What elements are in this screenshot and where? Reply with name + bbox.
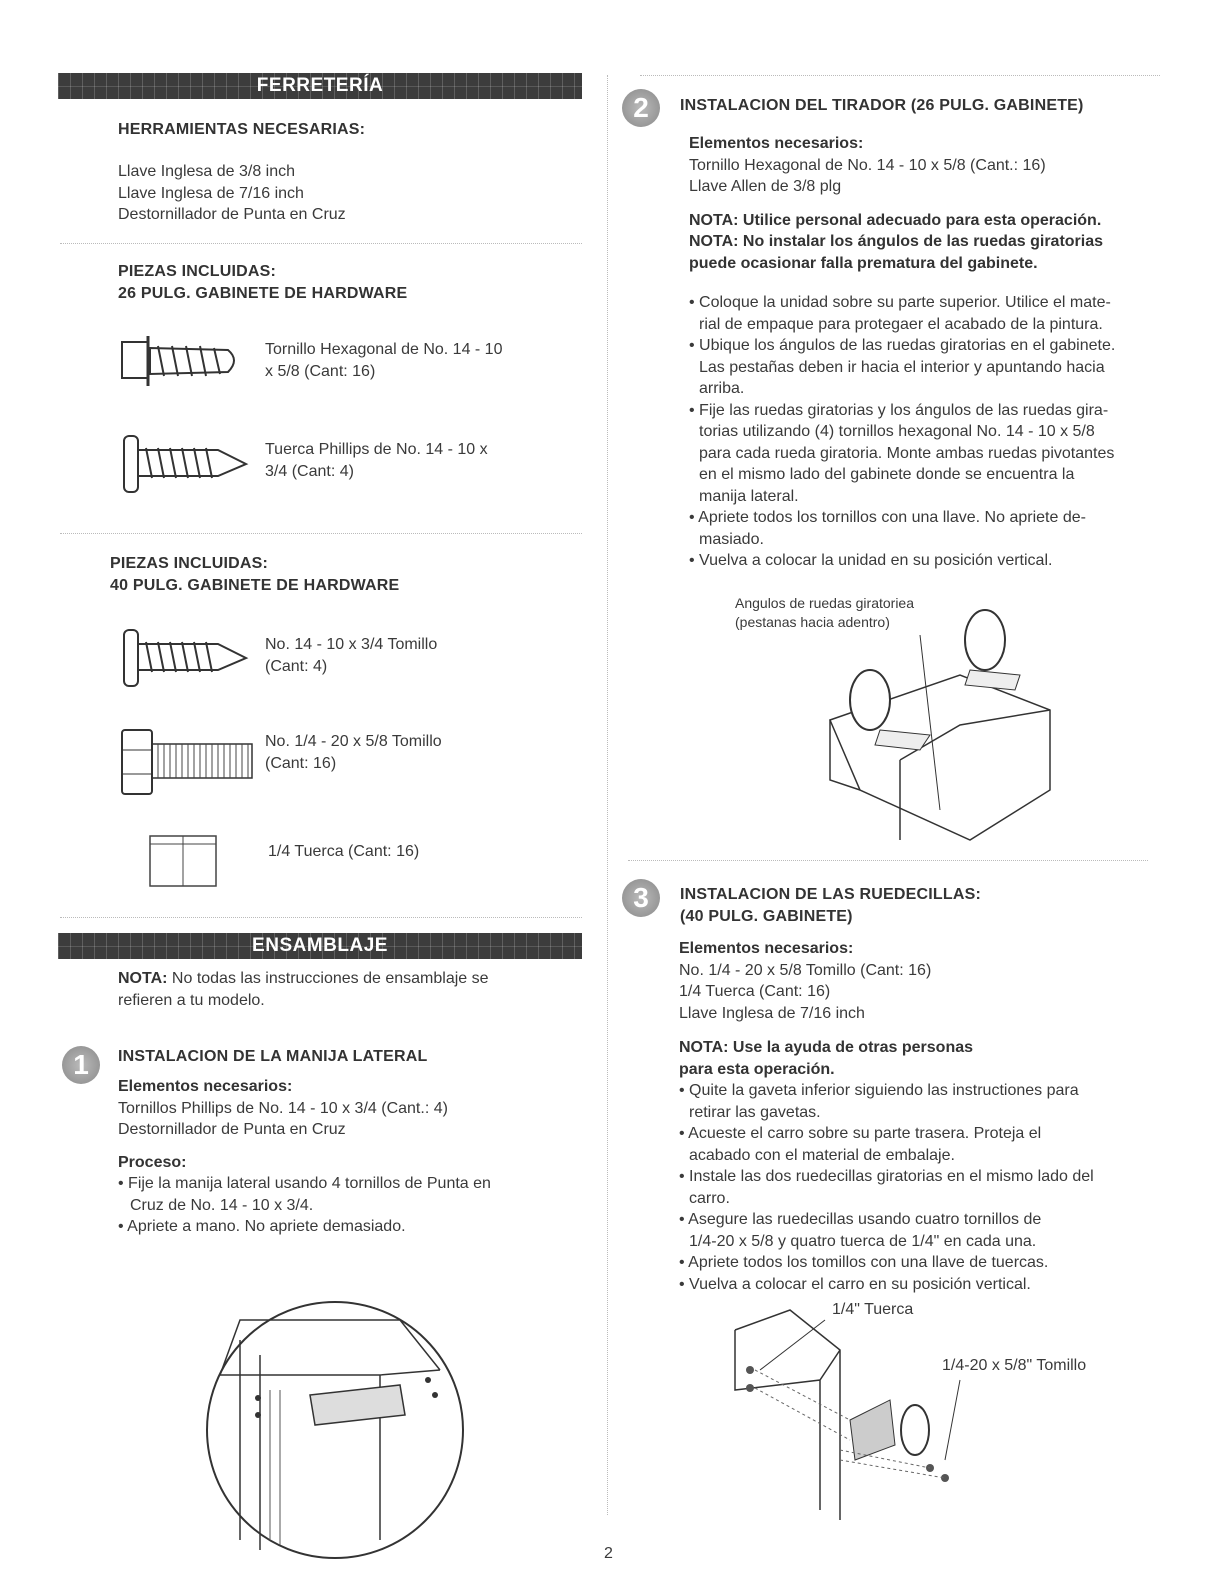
bullet: • Apriete a mano. No apriete demasiado.: [118, 1218, 406, 1235]
requirement-item: Llave Inglesa de 7/16 inch: [679, 1004, 865, 1022]
tool-item: Llave Inglesa de 7/16 inch: [118, 184, 304, 202]
requirements-label: Elementos necesarios:: [118, 1078, 293, 1095]
bullet: carro.: [689, 1189, 730, 1207]
note: NOTA: Utilice personal adecuado para esta operación.: [689, 211, 1102, 229]
step2-bullets: [689, 292, 1115, 572]
bullet: • Fije la manija lateral usando 4 tornillos de Punta en: [118, 1175, 491, 1192]
nut-icon: [148, 834, 218, 888]
requirement-item: Destornillador de Punta en Cruz: [118, 1121, 346, 1138]
heading-line: PIEZAS INCLUIDAS:: [118, 263, 277, 280]
text-line: No. 14 - 10 x 3/4 Tomillo: [265, 636, 438, 653]
note: NOTA: No instalar los ángulos de las ruedas giratorias: [689, 233, 1104, 250]
bullet: torias utilizando (4) tornillos hexagonal No. 14 - 10 x 5/8: [699, 423, 1095, 440]
title-line: (40 PULG. GABINETE): [680, 907, 853, 925]
requirement-item: Llave Allen de 3/8 plg: [689, 178, 842, 195]
side-handle-illustration: [200, 1280, 470, 1570]
hex-screw-icon: [118, 328, 248, 398]
text-line: (Cant: 4): [265, 657, 328, 675]
divider: [60, 243, 582, 244]
text-line: x 5/8 (Cant: 16): [265, 362, 376, 380]
text-line: Tuerca Phillips de No. 14 - 10 x: [265, 441, 488, 458]
caster-bracket-illustration: [820, 590, 1060, 850]
requirements-label: Elementos necesarios:: [679, 940, 854, 957]
page-number: 2: [604, 1545, 613, 1562]
text-line: 1/4 Tuerca (Cant: 16): [268, 843, 420, 860]
parts40-heading: [110, 553, 399, 596]
divider: [628, 860, 1148, 861]
bullet: acabado con el material de embalaje.: [689, 1146, 955, 1164]
part-desc: [265, 634, 437, 677]
note: NOTA: Use la ayuda de otras personas: [679, 1039, 974, 1056]
step1-title: INSTALACION DE LA MANIJA LATERAL: [118, 1048, 428, 1065]
divider: [60, 917, 582, 918]
divider: [60, 533, 582, 534]
callout-line: Angulos de ruedas giratoriea: [735, 595, 915, 611]
step-number-badge: 1: [62, 1046, 100, 1084]
section-header-assembly: ENSAMBLAJE: [58, 933, 582, 959]
bullet: arriba.: [699, 380, 745, 397]
step3-body: [679, 938, 1094, 1295]
step1-body: [118, 1076, 491, 1238]
nut-callout: 1/4" Tuerca: [832, 1301, 914, 1318]
requirement-item: 1/4 Tuerca (Cant: 16): [679, 983, 831, 1000]
column-divider: [607, 75, 608, 1515]
bullet: • Vuelva a colocar el carro en su posición vertical.: [679, 1275, 1031, 1293]
requirement-item: No. 1/4 - 20 x 5/8 Tomillo (Cant: 16): [679, 961, 932, 979]
part-desc: [265, 731, 442, 774]
parts26-heading: [118, 261, 407, 304]
bolt-callout: 1/4-20 x 5/8" Tomillo: [942, 1357, 1087, 1374]
step-number-badge: 2: [622, 89, 660, 127]
note: puede ocasionar falla prematura del gabinete.: [689, 254, 1038, 272]
note-text: refieren a tu modelo.: [118, 991, 265, 1009]
step3-title: [680, 884, 981, 927]
heading-line: 26 PULG. GABINETE DE HARDWARE: [118, 284, 408, 302]
bullet: • Coloque la unidad sobre su parte superior. Utilice el mate-: [689, 294, 1111, 311]
part-desc: [265, 439, 488, 482]
tools-heading: HERRAMIENTAS NECESARIAS:: [118, 121, 366, 138]
tools-list: [118, 161, 346, 226]
part-desc: [265, 339, 502, 382]
step-number-badge: 3: [622, 879, 660, 917]
note-text: No todas las instrucciones de ensamblaje se: [167, 970, 489, 987]
note: para esta operación.: [679, 1060, 835, 1078]
bullet: • Acueste el carro sobre su parte trasera. Proteja el: [679, 1125, 1042, 1142]
heading-line: PIEZAS INCLUIDAS:: [110, 555, 269, 572]
bullet: • Quite la gaveta inferior siguiendo las instructiones para: [679, 1082, 1079, 1099]
part-desc: [268, 841, 419, 863]
bullet: • Vuelva a colocar la unidad en su posición vertical.: [689, 552, 1053, 569]
bullet: para cada rueda giratoria. Monte ambas ruedas pivotantes: [699, 444, 1115, 462]
divider: [640, 75, 1160, 76]
title-line: INSTALACION DE LAS RUEDECILLAS:: [680, 886, 982, 903]
text-line: (Cant: 16): [265, 754, 337, 772]
bullet: rial de empaque para protegaer el acabado de la pintura.: [699, 315, 1103, 333]
section-header-hardware: FERRETERÍA: [58, 73, 582, 99]
step2-body: [689, 133, 1103, 274]
requirements-label: Elementos necesarios:: [689, 135, 864, 152]
phillips-screw-icon: [118, 428, 250, 498]
bullet: • Apriete todos los tornillos con una llave. No apriete de-: [689, 509, 1086, 526]
bullet: • Apriete todos los tomillos con una llave de tuercas.: [679, 1254, 1049, 1271]
bullet: retirar las gavetas.: [689, 1103, 821, 1121]
text-line: 3/4 (Cant: 4): [265, 462, 354, 480]
process-label: Proceso:: [118, 1153, 187, 1171]
caster-mount-illustration: [730, 1300, 970, 1530]
bullet: Las pestañas deben ir hacia el interior y apuntando hacia: [699, 358, 1105, 376]
bullet: • Instale las dos ruedecillas giratorias en el mismo lado del: [679, 1168, 1094, 1185]
step2-title: INSTALACION DEL TIRADOR (26 PULG. GABINETE): [680, 97, 1084, 114]
tool-item: Llave Inglesa de 3/8 inch: [118, 163, 296, 180]
assembly-note: [118, 968, 489, 1011]
text-line: Tornillo Hexagonal de No. 14 - 10: [265, 341, 503, 358]
bullet: 1/4-20 x 5/8 y quatro tuerca de 1/4" en cada una.: [689, 1232, 1037, 1250]
note-label: NOTA:: [118, 970, 168, 987]
heading-line: 40 PULG. GABINETE DE HARDWARE: [110, 576, 400, 594]
requirement-item: Tornillos Phillips de No. 14 - 10 x 3/4 (Cant.: 4): [118, 1099, 448, 1117]
bullet: Cruz de No. 14 - 10 x 3/4.: [130, 1196, 314, 1214]
phillips-screw-icon: [118, 622, 250, 692]
hex-bolt-icon: [118, 720, 258, 800]
callout-line: (pestanas hacia adentro): [735, 614, 890, 630]
bullet: en el mismo lado del gabinete donde se encuentra la: [699, 466, 1075, 483]
bullet: masiado.: [699, 530, 764, 548]
bullet: • Ubique los ángulos de las ruedas giratorias en el gabinete.: [689, 337, 1116, 354]
bullet: • Fije las ruedas giratorias y los ángulos de las ruedas gira-: [689, 401, 1109, 419]
bullet: manija lateral.: [699, 487, 799, 505]
requirement-item: Tornillo Hexagonal de No. 14 - 10 x 5/8 (Cant.: 16): [689, 156, 1046, 174]
tool-item: Destornillador de Punta en Cruz: [118, 206, 346, 223]
bullet: • Asegure las ruedecillas usando cuatro tornillos de: [679, 1211, 1042, 1228]
text-line: No. 1/4 - 20 x 5/8 Tomillo: [265, 733, 442, 750]
